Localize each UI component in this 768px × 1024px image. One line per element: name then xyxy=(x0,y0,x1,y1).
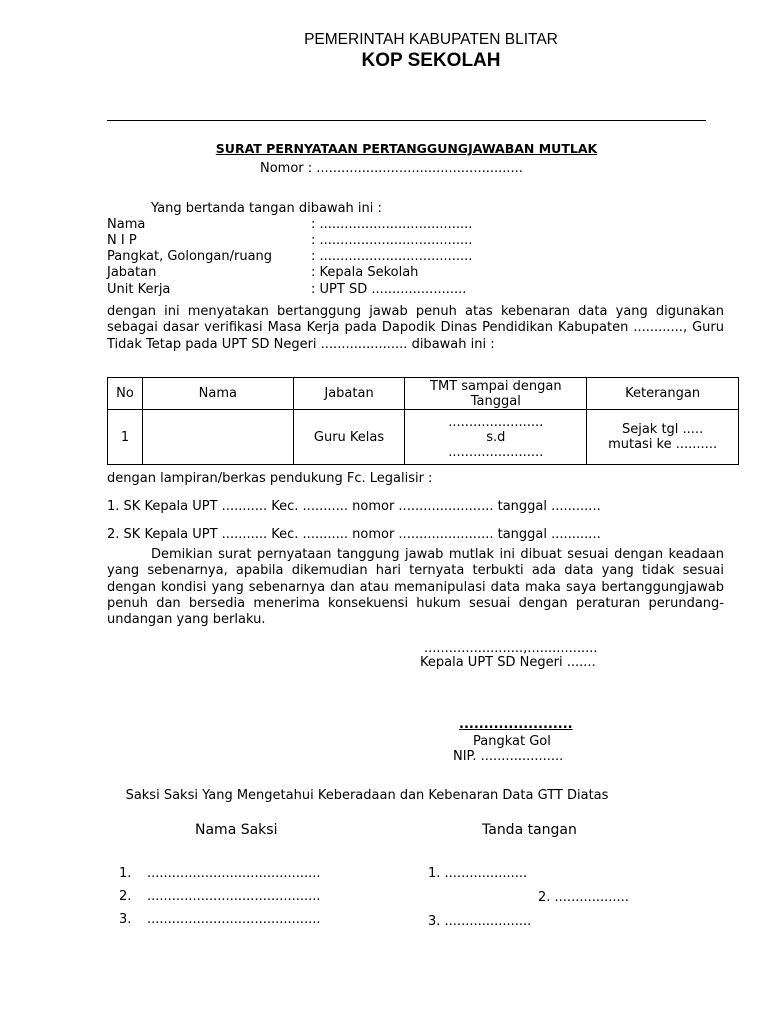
table-header-row xyxy=(108,378,739,410)
table-header-tmt: TMT sampai dengan Tanggal xyxy=(405,378,587,410)
place-date: ........................,................. xyxy=(424,641,598,656)
witness-title: Saksi Saksi Yang Mengetahui Keberadaan dan Kebenaran Data GTT Diatas xyxy=(125,788,609,803)
table-row xyxy=(108,410,739,465)
tmt-end: ....................... xyxy=(448,444,544,460)
table-header-keterangan: Keterangan xyxy=(587,378,739,410)
attachment-item-2: 2. SK Kepala UPT ........... Kec. ........... nomor ....................... tanggal ............ xyxy=(107,527,601,542)
attachment-item-1: 1. SK Kepala UPT ........... Kec. ........... nomor ....................... tanggal ............ xyxy=(107,499,601,514)
cell-nama xyxy=(142,410,293,465)
field-value-nama: : ..................................... xyxy=(311,217,473,232)
cell-jabatan: Guru Kelas xyxy=(293,410,405,465)
field-value-jabatan: : Kepala Sekolah xyxy=(311,265,419,280)
field-label-unit-kerja: Unit Kerja xyxy=(107,282,171,297)
attachments-intro: dengan lampiran/berkas pendukung Fc. Legalisir : xyxy=(107,471,433,486)
witness-name-1: .......................................... xyxy=(147,866,321,881)
ket-mutasi: mutasi ke .......... xyxy=(608,437,718,452)
witness-name-2: .......................................... xyxy=(147,889,321,904)
field-label-nip: N I P xyxy=(107,233,137,248)
witness-name-header: Nama Saksi xyxy=(195,822,278,838)
cell-tmt xyxy=(405,410,587,465)
gtt-table xyxy=(107,377,739,465)
field-label-jabatan: Jabatan xyxy=(107,265,157,280)
intro-text: Yang bertanda tangan dibawah ini : xyxy=(151,201,382,216)
government-name: PEMERINTAH KABUPATEN BLITAR xyxy=(304,31,558,48)
statement-paragraph: dengan ini menyatakan bertanggung jawab penuh atas kebenaran data yang digunakan sebagai dasar verifikasi Masa Kerja pada Dapodik Dinas Pendidikan Kabupaten ............, Guru Tidak Tetap pada UPT SD Negeri ..................... dibawah ini : xyxy=(107,304,724,352)
table-header-no: No xyxy=(108,378,143,410)
header-divider xyxy=(107,120,706,121)
signer-position: Kepala UPT SD Negeri ....... xyxy=(420,655,596,670)
field-label-nama: Nama xyxy=(107,217,146,232)
letter-number: Nomor : .................................................. xyxy=(260,161,523,176)
witness-sign-3: 3. ..................... xyxy=(428,914,532,929)
field-label-pangkat: Pangkat, Golongan/ruang xyxy=(107,249,273,264)
signer-name: ....................... xyxy=(459,717,573,732)
witness-name-3: .......................................... xyxy=(147,912,321,927)
witness-number-1: 1. xyxy=(119,866,132,881)
letter-title: SURAT PERNYATAAN PERTANGGUNGJAWABAN MUTLAK xyxy=(215,141,598,156)
cell-keterangan xyxy=(587,410,739,465)
ket-sejak: Sejak tgl ..... xyxy=(621,422,704,437)
witness-sign-2: 2. .................. xyxy=(538,890,629,905)
signer-rank: Pangkat Gol xyxy=(473,734,551,749)
field-value-unit-kerja: : UPT SD ....................... xyxy=(311,282,467,297)
witness-sign-header: Tanda tangan xyxy=(482,822,577,838)
witness-sign-1: 1. .................... xyxy=(428,866,528,881)
closing-paragraph: Demikian surat pernyataan tanggung jawab mutlak ini dibuat sesuai dengan keadaan yang sebenarnya, apabila dikemudian hari ternyata terbukti ada data yang tidak sesuai dengan kondisi yang sebenarnya dan atau memanipulasi data maka saya bertanggungjawab penuh dan bersedia menerima konsekuensi hukum sesuai dengan peraturan perundang-undangan yang berlaku. xyxy=(107,547,724,628)
table-header-nama: Nama xyxy=(142,378,293,410)
table-header-jabatan: Jabatan xyxy=(293,378,405,410)
field-value-pangkat: : ..................................... xyxy=(311,249,473,264)
cell-no: 1 xyxy=(108,410,143,465)
signer-nip: NIP. .................... xyxy=(453,749,564,764)
tmt-start: ....................... xyxy=(448,414,544,430)
tmt-sd: s.d xyxy=(486,429,506,445)
school-letterhead: KOP SEKOLAH xyxy=(361,50,501,71)
witness-number-3: 3. xyxy=(119,912,132,927)
witness-number-2: 2. xyxy=(119,889,132,904)
field-value-nip: : ..................................... xyxy=(311,233,473,248)
